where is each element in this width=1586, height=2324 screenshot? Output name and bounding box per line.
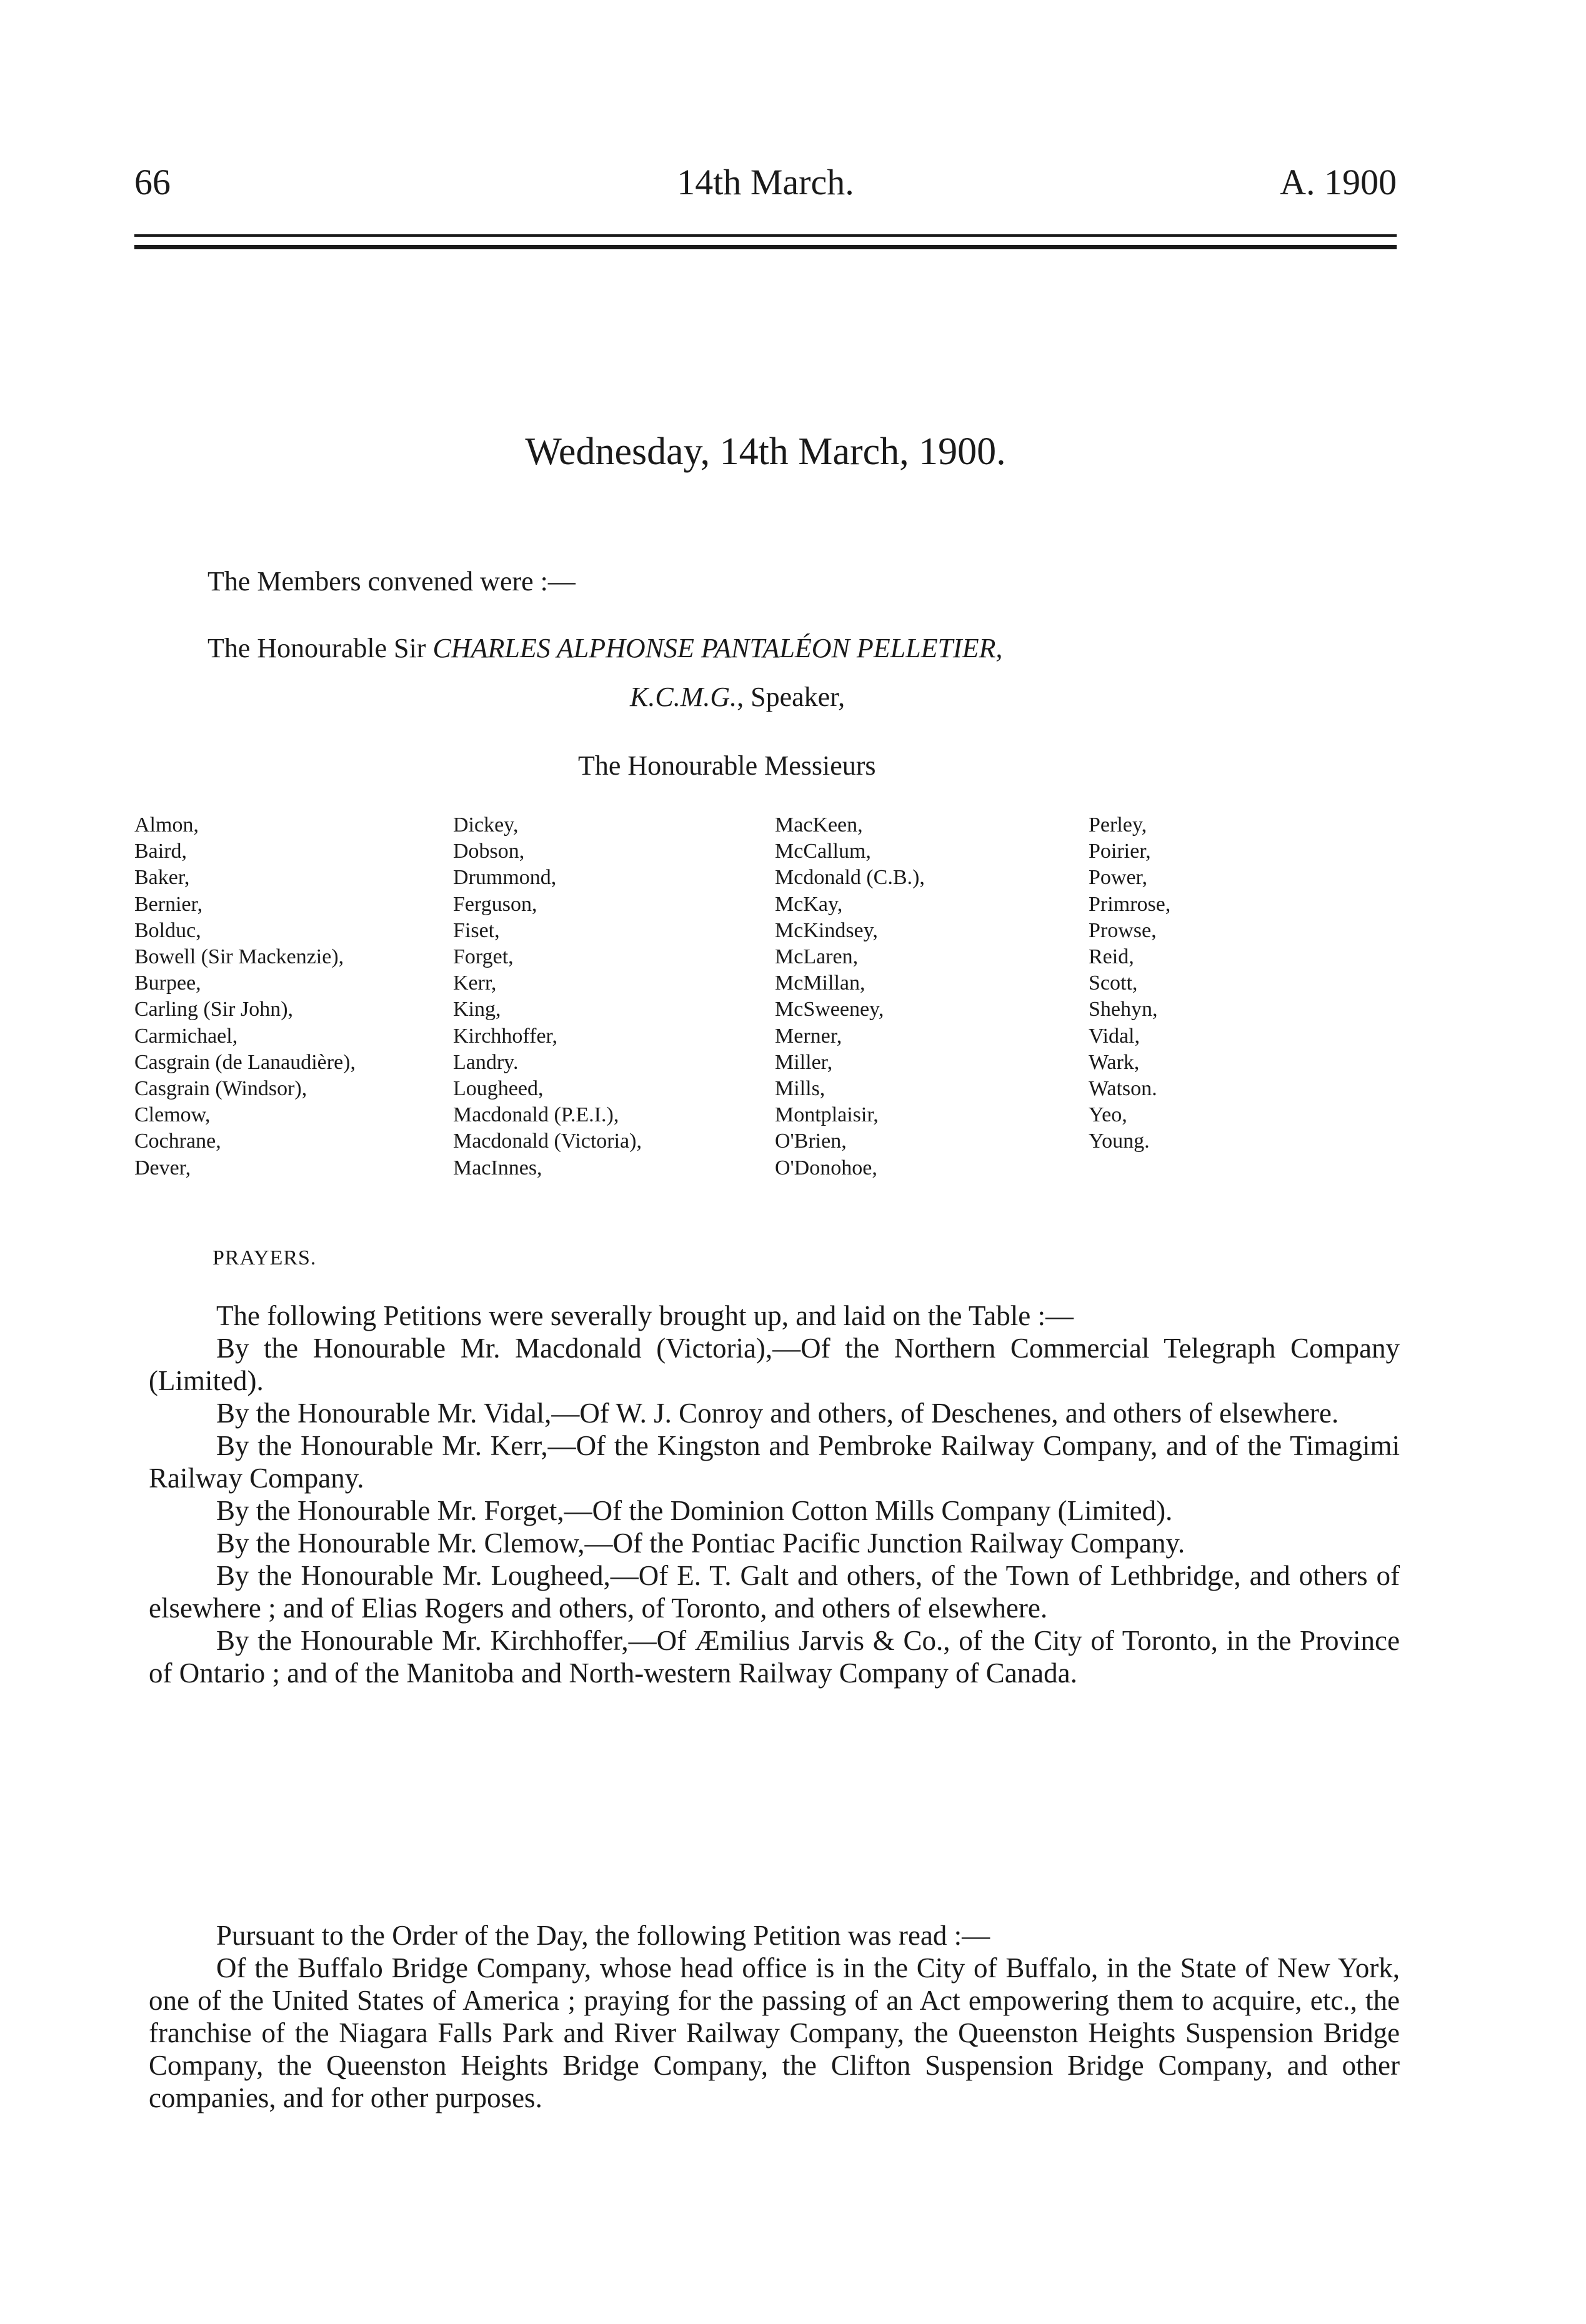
order-paragraph: Pursuant to the Order of the Day, the following Petition was read :—: [216, 1920, 990, 1951]
member-name: Montplaisir,: [775, 1103, 879, 1127]
member-name: Mcdonald (C.B.),: [775, 866, 925, 890]
member-name: Macdonald (Victoria),: [453, 1130, 642, 1153]
member-name: McKay,: [775, 892, 843, 916]
member-name: Forget,: [453, 945, 514, 969]
member-name: Dever,: [134, 1156, 191, 1179]
convened-line: The Members convened were :—: [207, 566, 576, 597]
order-paragraph: Of the Buffalo Bridge Company, whose head office is in the City of Buffalo, in the State of New York, one of the United States of America ; praying for the passing of an Act empowering them to acquire, etc., the franchise of the Niagara Falls Park and River Railway Company, the Queenston Heights Suspension Bridge Company, the Queenston Heights Bridge Company, the Clifton Suspension Bridge Company, and other companies, and for other purposes.: [149, 1952, 1400, 2113]
member-name: Perley,: [1089, 813, 1147, 837]
member-name: Miller,: [775, 1050, 833, 1074]
petition-paragraph: By the Honourable Mr. Vidal,—Of W. J. Conroy and others, of Deschenes, and others of elsewhere.: [216, 1398, 1339, 1429]
petition-paragraph: By the Honourable Mr. Clemow,—Of the Pontiac Pacific Junction Railway Company.: [216, 1527, 1185, 1559]
member-name: Kirchhoffer,: [453, 1024, 557, 1048]
header-rule-thin: [134, 234, 1397, 237]
members-column-2: [453, 812, 642, 1181]
member-name: Shehyn,: [1089, 998, 1158, 1021]
members-column-1: [134, 812, 356, 1181]
member-name: Power,: [1089, 866, 1148, 890]
member-name: Burpee,: [134, 971, 201, 995]
member-name: Bowell (Sir Mackenzie),: [134, 945, 344, 969]
member-name: Poirier,: [1089, 840, 1151, 863]
page-number: 66: [134, 162, 171, 202]
speaker-title-line: [630, 681, 845, 713]
prayers-heading: PRAYERS.: [212, 1246, 317, 1269]
member-name: Kerr,: [453, 971, 497, 995]
messieurs-heading: The Honourable Messieurs: [578, 750, 876, 781]
member-name: Merner,: [775, 1024, 842, 1048]
member-name: Baker,: [134, 866, 190, 890]
member-name: Almon,: [134, 813, 199, 837]
header-date: 14th March.: [677, 162, 854, 202]
page-title: Wednesday, 14th March, 1900.: [525, 430, 1006, 473]
member-name: O'Donohoe,: [775, 1156, 877, 1179]
order-section: [149, 1919, 1400, 2114]
member-name: Ferguson,: [453, 892, 537, 916]
member-name: Watson.: [1089, 1077, 1157, 1101]
petition-paragraph: By the Honourable Mr. Macdonald (Victoria),—Of the Northern Commercial Telegraph Company (Limited).: [149, 1333, 1400, 1396]
member-name: Vidal,: [1089, 1024, 1140, 1048]
member-name: Primrose,: [1089, 892, 1171, 916]
member-name: McMillan,: [775, 971, 865, 995]
member-name: Drummond,: [453, 866, 557, 890]
header-year: A. 1900: [1280, 162, 1397, 202]
member-name: Baird,: [134, 840, 187, 863]
petition-paragraph: By the Honourable Mr. Forget,—Of the Dominion Cotton Mills Company (Limited).: [216, 1495, 1173, 1526]
member-name: McKindsey,: [775, 918, 878, 942]
speaker-name: CHARLES ALPHONSE PANTALÉON PELLETIER,: [432, 633, 1003, 663]
member-name: Yeo,: [1089, 1103, 1127, 1127]
member-name: Scott,: [1089, 971, 1138, 995]
running-header: [134, 161, 1397, 211]
member-name: Prowse,: [1089, 918, 1157, 942]
petition-paragraph: The following Petitions were severally brought up, and laid on the Table :—: [216, 1300, 1074, 1331]
member-name: MacInnes,: [453, 1156, 542, 1179]
petitions-section: [149, 1299, 1400, 1689]
speaker-honours: K.C.M.G.: [630, 682, 737, 712]
member-name: Bolduc,: [134, 918, 201, 942]
member-name: Clemow,: [134, 1103, 211, 1127]
member-name: Bernier,: [134, 892, 203, 916]
member-name: Wark,: [1089, 1050, 1140, 1074]
members-column-4: [1089, 812, 1170, 1155]
member-name: Macdonald (P.E.I.),: [453, 1103, 619, 1127]
member-name: McCallum,: [775, 840, 871, 863]
member-name: Casgrain (de Lanaudière),: [134, 1050, 356, 1074]
members-column-3: [775, 812, 925, 1181]
member-name: Mills,: [775, 1077, 825, 1101]
member-name: Dobson,: [453, 840, 525, 863]
speaker-prefix: The Honourable Sir: [207, 633, 433, 663]
member-name: Carmichael,: [134, 1024, 238, 1048]
petition-paragraph: By the Honourable Mr. Kirchhoffer,—Of Æmilius Jarvis & Co., of the City of Toronto, in the Province of Ontario ; and of the Manitoba and North-western Railway Company of Canada.: [149, 1625, 1400, 1689]
member-name: O'Brien,: [775, 1130, 847, 1153]
petition-paragraph: By the Honourable Mr. Kerr,—Of the Kingston and Pembroke Railway Company, and of the Timagimi Railway Company.: [149, 1430, 1400, 1494]
member-name: McLaren,: [775, 945, 859, 969]
member-name: Landry.: [453, 1050, 519, 1074]
speaker-role: , Speaker,: [737, 682, 845, 712]
speaker-line: [207, 632, 1002, 664]
members-list: [134, 812, 1409, 1237]
petition-paragraph: By the Honourable Mr. Lougheed,—Of E. T. Galt and others, of the Town of Lethbridge, and others of elsewhere ; and of Elias Rogers and others, of Toronto, and others of elsewhere.: [149, 1560, 1400, 1624]
member-name: McSweeney,: [775, 998, 884, 1021]
member-name: Dickey,: [453, 813, 519, 837]
member-name: Young.: [1089, 1130, 1150, 1153]
member-name: King,: [453, 998, 501, 1021]
member-name: Carling (Sir John),: [134, 998, 294, 1021]
header-rule-thick: [134, 245, 1397, 249]
member-name: Casgrain (Windsor),: [134, 1077, 307, 1101]
member-name: Lougheed,: [453, 1077, 544, 1101]
member-name: Reid,: [1089, 945, 1134, 969]
member-name: Cochrane,: [134, 1130, 221, 1153]
member-name: MacKeen,: [775, 813, 863, 837]
member-name: Fiset,: [453, 918, 500, 942]
